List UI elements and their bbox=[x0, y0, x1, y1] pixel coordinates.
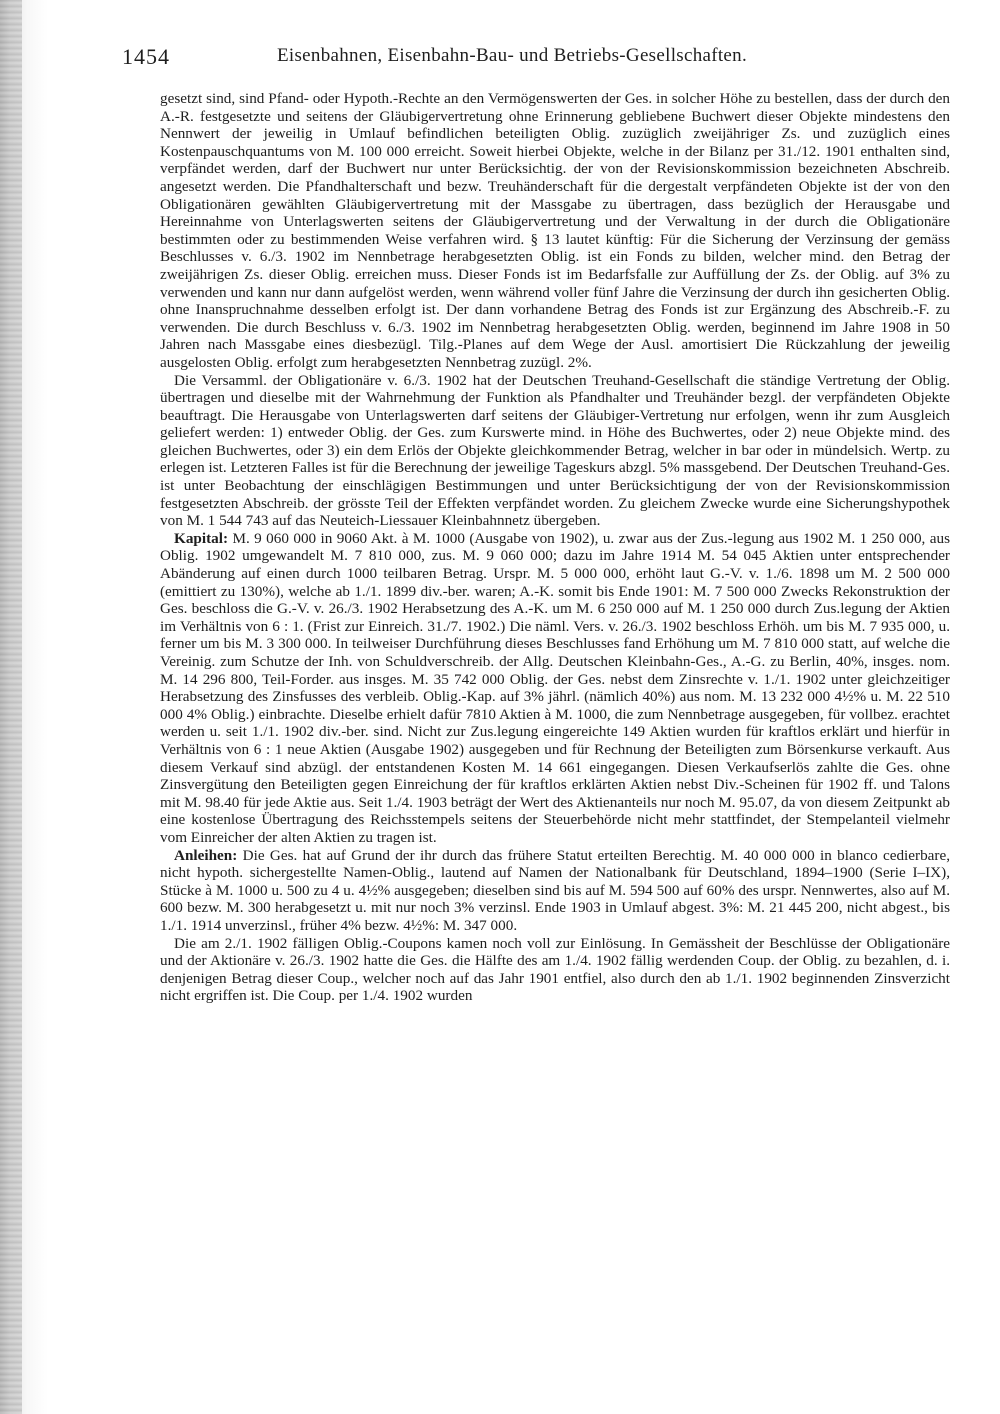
running-title: Eisenbahnen, Eisenbahn-Bau- und Betriebs-Gesellschaften. bbox=[277, 45, 748, 66]
paragraph-text: Die Ges. hat auf Grund der ihr durch das frühere Statut erteilten Berechtig. M. 40 000 000 in blanco cedierbare, nicht hypoth. sichergestellte Namen-Oblig., lautend auf Namen der Nationalbank für Deutschland, 1894–1900 (Serie I–IX), Stücke à M. 1000 u. 500 zu 4 u. 4½% ausgegeben; dieselben sind bis auf M. 594 500 auf 60% des urspr. Nennwertes, also auf M. 600 bezw. M. 300 herabgesetzt u. mit nur noch 3% verzinsl. Ende 1903 in Umlauf abgest. 3%: M. 21 445 200, nicht abgest., bis 1./1. 1914 unverzinsl., früher 4% bezw. 4½%: M. 347 000. bbox=[160, 846, 951, 934]
paragraph-text: Die am 2./1. 1902 fälligen Oblig.-Coupons kamen noch voll zur Einlösung. In Gemässheit der Beschlüsse der Obligationäre und der Aktionäre v. 26./3. 1902 hatte die Ges. die Hälfte des am 1./4. 1902 fällig werdenden Coup. der Oblig. zu bezahlen, d. i. denjenigen Betrag dieser Coup., welcher noch auf das Jahr 1901 entfiel, also durch den ab 1./1. 1902 beginnenden Zinsverzicht nicht ergriffen ist. Die Coup. per 1./4. 1902 wurden bbox=[160, 934, 950, 1005]
paragraph-versammlung bbox=[160, 372, 950, 530]
paragraph-kapital bbox=[160, 530, 950, 847]
paragraph-coupons bbox=[160, 935, 950, 1005]
paragraph-text: Die Versamml. der Obligationäre v. 6./3. 1902 hat der Deutschen Treuhand-Gesellschaft die ständige Vertretung der Oblig. übertragen und dieselbe mit der Wahrnehmung der Funktion als Pfandhalter und Treuhänder bezgl. der verpfändeten Objekte beauftragt. Die Herausgabe von Unterlagswerten darf seitens der Gläubiger-Vertretung nur erfolgen, wenn ihr zum Ausgleich geliefert werden: 1) entweder Oblig. der Ges. zum Kurswerte mind. in Höhe des Buchwertes, oder 2) neue Objekte mind. des gleichen Buchwertes, oder 3) ein dem Erlös der Objekte gleichkommender Betrag, welcher in bar oder in mündelsich. Wertp. zu erlegen ist. Letzteren Falles ist für die Berechnung der jeweilige Tageskurs abzgl. 5% massgebend. Der Deutschen Treuhand-Ges. ist unter Beobachtung der einschlägigen Bestimmungen und unter Berücksichtigung der von der Revisionskommission festgesetzten Abschreib. der grösste Teil der Effekten verpfändet worden. Zu gleichem Zwecke wurde eine Sicherungshypothek von M. 1 544 743 auf das Neuteich-Liessauer Kleinbahnnetz übergeben. bbox=[160, 371, 950, 530]
body-text bbox=[160, 90, 950, 1005]
page-number: 1454 bbox=[122, 44, 170, 69]
page-header bbox=[122, 44, 962, 74]
paragraph-anleihen bbox=[160, 847, 950, 935]
paragraph-pfand-rechte bbox=[160, 90, 950, 372]
page-binding-edge bbox=[0, 0, 22, 1414]
section-label-kapital: Kapital: bbox=[174, 529, 229, 547]
section-label-anleihen: Anleihen: bbox=[174, 846, 238, 864]
paragraph-text: gesetzt sind, sind Pfand- oder Hypoth.-Rechte an den Vermögenswerten der Ges. in solcher Höhe zu bestellen, dass der durch den A.-R. festgesetzte und seitens der Gläubigervertretung ohne Erinnerung gebliebene Buchwert dieser Objekte mindestens den Nennwert der jeweilig in Umlauf befindlichen beteiligten Oblig. zuzüglich zweijähriger Zs. und zuzüglich eines Kostenpauschquantums von M. 100 000 erreicht. Soweit hierbei Objekte, welche in der Bilanz per 31./12. 1901 enthalten sind, verpfändet werden, darf der Buchwert nur unter Berücksichtig. der von der Revisionskommission bezeichneten Abschreib. angesetzt werden. Die Pfandhalterschaft und bezw. Treuhänderschaft für die dergestalt verpfändeten Objekte ist der von den Obligationären gewählten Gläubigervertretung mit der Massgabe zu übertragen, dass bezüglich der Herausgabe und Hereinnahme von Unterlagswerten seitens der Gläubigervertretung und der Verwaltung in der durch die Obligationäre bestimmten oder zu bestimmenden Weise verfahren wird. § 13 lautet künftig: Für die Sicherung der Verzinsung der gemäss Beschlusses v. 6./3. 1902 im Nennbetrage herabgesetzten Oblig. ist ein Fonds zu bilden, welcher mind. den Betrag der zweijährigen Zs. dieser Oblig. erreichen muss. Dieser Fonds ist im Bedarfsfalle zur Auffüllung der Zs. der Oblig. auf 3% zu verwenden und kann nur dann aufgelöst werden, wenn während voller fünf Jahre die Verzinsung der durch ihn gesicherten Oblig. ohne Inanspruchnahme desselben erfolgt ist. Der dann vorhandene Betrag des Fonds ist zur Ergänzung des Abschreib.-F. zu verwenden. Die durch Beschluss v. 6./3. 1902 im Nennbetrag herabgesetzten Oblig. werden, beginnend im Jahre 1908 in 50 Jahren nach Massgabe eines diesbezügl. Tilg.-Planes auf dem Wege der Ausl. amortisiert Die Rückzahlung der jeweilig ausgelosten Oblig. erfolgt zum herabgesetzten Nennbetrag zuzügl. 2%. bbox=[160, 90, 950, 371]
paragraph-text: M. 9 060 000 in 9060 Akt. à M. 1000 (Ausgabe von 1902), u. zwar aus der Zus.-legung aus 1902 M. 1 250 000, aus Oblig. 1902 umgewandelt M. 7 810 000, zus. M. 9 060 000; dazu im Jahre 1914 M. 54 045 Aktien unter entsprechender Abänderung auf einen durch 1000 teilbaren Betrag. Urspr. M. 5 000 000, erhöht laut G.-V. v. 1./6. 1898 um M. 2 500 000 (emittiert zu 130%), welche ab 1./1. 1899 div.-ber. waren; A.-K. somit bis Ende 1901: M. 7 500 000 Zwecks Rekonstruktion der Ges. beschloss die G.-V. v. 26./3. 1902 Herabsetzung des A.-K. um M. 6 250 000 auf M. 1 250 000 durch Zus.legung der Aktien im Verhältnis von 6 : 1. (Frist zur Einreich. 31./7. 1902.) Die näml. Vers. v. 26./3. 1902 beschloss Erhöh. um bis M. 7 935 000, u. ferner um bis M. 3 300 000. In teilweiser Durchführung dieses Beschlusses fand Erhöhung um M. 7 810 000 statt, auf welche die Vereinig. zum Schutze der Inh. von Schuldverschreib. der Allg. Deutschen Kleinbahn-Ges., A.-G. zu Berlin, 40%, insges. nom. M. 14 296 800, Teil-Forder. aus insges. M. 35 742 000 Oblig. der Ges. nebst dem Zinsrechte v. 1./1. 1902 unter gleichzeitiger Herabsetzung des Zinsfusses des verbleib. Oblig.-Kap. auf 3% jährl. (nämlich 40%) aus nom. M. 13 232 000 4½% u. M. 22 510 000 4% Oblig.) einbrachte. Dieselbe erhielt dafür 7810 Aktien à M. 1000, die zum Nennbetrage ausgegeben, für vollbez. erachtet werden u. seit 1./1. 1902 div.-ber. sind. Nicht zur Zus.legung eingereichte 149 Aktien wurden für kraftlos erklärt und hierfür in Verhältnis von 6 : 1 neue Aktien (Ausgabe 1902) ausgegeben und für Rechnung der Beteiligten zum Börsenkurse verkauft. Aus diesem Verkauf sind abzügl. der entstandenen Kosten M. 14 661 eingegangen. Diesen Verkaufserlös zahlte die Ges. ohne Zinsvergütung den Beteiligten gegen Einreichung der für kraftlos erklärten Aktien nebst Div.-Scheinen für 1902 ff. und Talons mit M. 98.40 für jede Aktie aus. Seit 1./4. 1903 beträgt der Wert des Aktienanteils nur noch M. 95.07, da von diesem Zeitpunkt ab eine kostenlose Übertragung des Reichsstempels seitens der Steuerbehörde nicht mehr stattfindet, der Stempelanteil vielmehr vom Einreicher der alten Aktien zu tragen ist. bbox=[160, 529, 951, 846]
